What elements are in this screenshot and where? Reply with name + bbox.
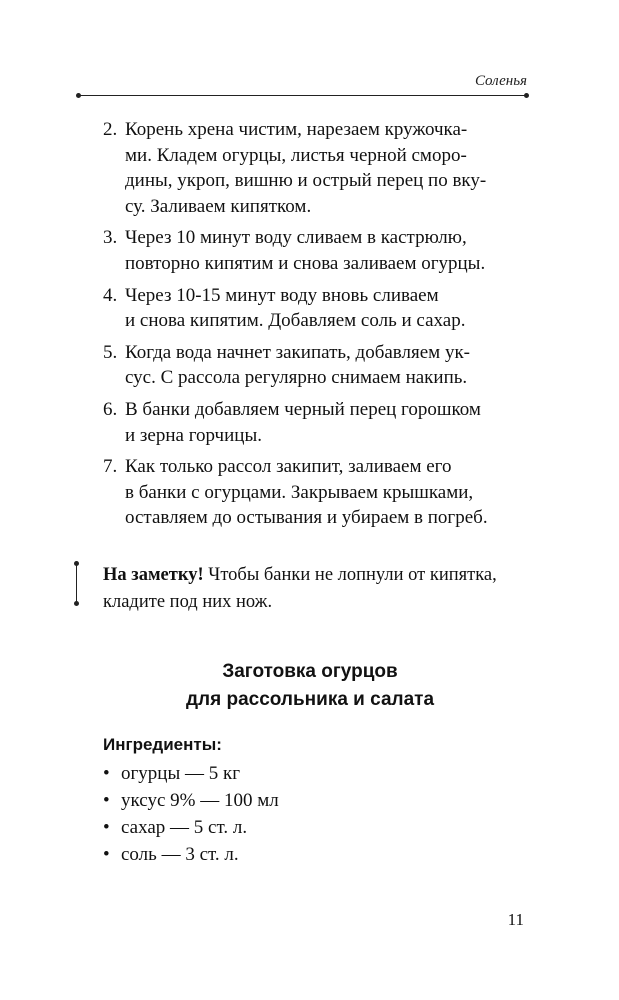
recipe-steps-list	[103, 117, 519, 537]
ingredients-heading: Ингредиенты:	[103, 735, 222, 754]
step-item	[103, 117, 519, 219]
page-number: 11	[507, 910, 524, 929]
step-text: Когда вода начнет закипать, добавляем ук- сус. С рассола регулярно снимаем накипь.	[125, 341, 471, 389]
step-item	[103, 340, 519, 391]
note-side-bar	[76, 563, 77, 603]
ingredient-item	[103, 760, 279, 787]
note-bar-bottom-dot	[74, 601, 79, 606]
ingredient-text: сахар — 5 ст. л.	[121, 817, 248, 838]
header-rule-left-dot	[76, 93, 81, 98]
step-text: Корень хрена чистим, нарезаем кружочка- ми. Кладем огурцы, листья черной сморо- дины, укроп, вишню и острый перец по вку- су. Заливаем кипятком.	[125, 119, 487, 217]
tip-note-label: На заметку!	[103, 565, 204, 585]
note-bar-top-dot	[74, 561, 79, 566]
ingredient-item	[103, 841, 279, 868]
ingredient-text: огурцы — 5 кг	[121, 763, 241, 784]
step-text: Как только рассол закипит, заливаем его в банки с огурцами. Закрываем крышками, оставляем до остывания и убираем в погреб.	[125, 456, 488, 529]
header-rule-right-dot	[524, 93, 529, 98]
step-text: Через 10-15 минут воду вновь сливаем и снова кипятим. Добавляем соль и сахар.	[125, 284, 466, 332]
step-number: 6.	[103, 398, 118, 420]
bullet-icon: •	[103, 817, 110, 838]
step-text: В банки добавляем черный перец горошком и зерна горчицы.	[125, 398, 481, 446]
ingredients-list	[103, 760, 279, 868]
step-number: 4.	[103, 284, 118, 306]
step-item	[103, 283, 519, 334]
recipe-title: Заготовка огурцов для рассольника и салата	[185, 661, 435, 710]
ingredient-text: соль — 3 ст. л.	[121, 844, 239, 865]
step-number: 3.	[103, 227, 118, 249]
step-item	[103, 225, 519, 276]
step-number: 5.	[103, 341, 118, 363]
bullet-icon: •	[103, 790, 110, 811]
ingredient-item	[103, 814, 279, 841]
tip-note-text: Чтобы банки не лопнули от кипятка, кладите под них нож.	[103, 565, 497, 612]
step-text: Через 10 минут воду сливаем в кастрюлю, повторно кипятим и снова заливаем огурцы.	[125, 227, 486, 274]
step-item	[103, 454, 519, 531]
step-number: 2.	[103, 119, 118, 140]
running-header-title: Соленья	[474, 73, 527, 89]
bullet-icon: •	[103, 763, 110, 784]
step-number: 7.	[103, 456, 118, 478]
ingredient-item	[103, 787, 279, 814]
ingredient-text: уксус 9% — 100 мл	[121, 790, 279, 811]
header-rule	[78, 95, 527, 96]
bullet-icon: •	[103, 844, 110, 865]
tip-note	[103, 562, 523, 616]
step-item	[103, 397, 519, 448]
